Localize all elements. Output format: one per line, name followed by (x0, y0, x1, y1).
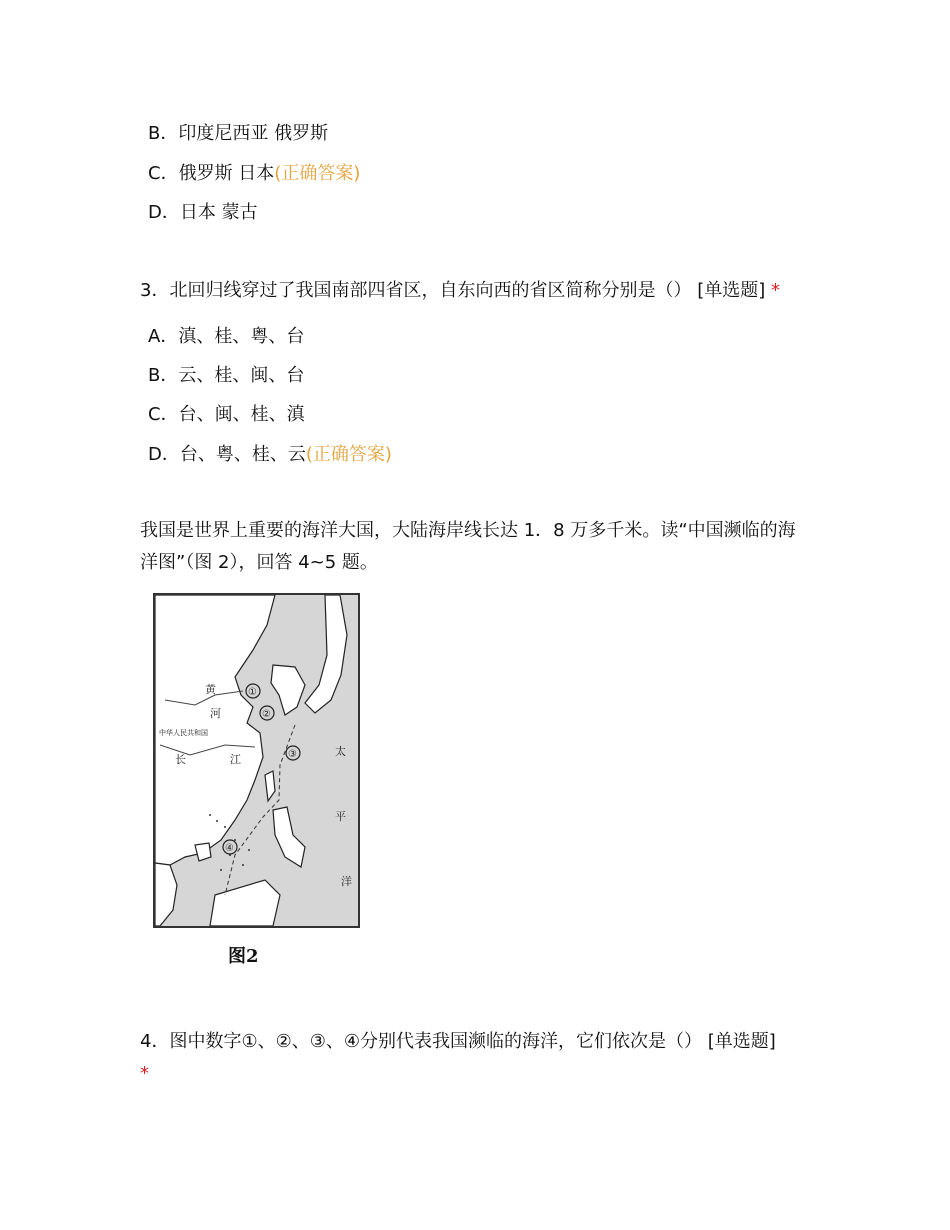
map-label-tai: 太 (335, 745, 346, 758)
question-4-title (140, 1030, 820, 1086)
q2-option-c[interactable] (148, 162, 360, 186)
map-number-2: ② (262, 709, 271, 720)
q2-option-b[interactable] (148, 122, 328, 146)
option-label: D．台、粤、桂、云 (148, 444, 306, 465)
map-label-jiang: 江 (230, 753, 241, 766)
china-seas-map (153, 593, 360, 928)
map-number-3: ③ (288, 749, 297, 760)
intro-line-1: 我国是世界上重要的海洋大国，大陆海岸线长达 1．8 万多千米。读“中国濒临的海 (140, 520, 796, 541)
option-label: C．台、闽、桂、滇 (148, 404, 305, 425)
q3-option-b[interactable] (148, 364, 304, 388)
question-text: 4．图中数字①、②、③、④分别代表我国濒临的海洋，它们依次是（） (140, 1031, 702, 1052)
map-label-country: 中华人民共和国 (159, 729, 208, 737)
q3-option-a[interactable] (148, 325, 304, 349)
required-mark: * (770, 280, 780, 301)
option-label: B．印度尼西亚 俄罗斯 (148, 123, 329, 144)
map-label-he: 河 (210, 707, 221, 720)
map-label-huang: 黄 (205, 683, 216, 696)
question-text: 3．北回归线穿过了我国南部四省区，自东向西的省区简称分别是（） (140, 280, 692, 301)
option-label: D．日本 蒙古 (148, 202, 258, 223)
intro-paragraph (140, 519, 820, 575)
map-label-ping: 平 (335, 810, 346, 823)
map-number-4: ④ (225, 843, 234, 854)
correct-answer-tag: (正确答案) (274, 163, 361, 184)
question-type: [单选题] (697, 280, 766, 301)
question-3-title (140, 279, 780, 303)
map-label-chang: 长 (175, 753, 186, 766)
map-number-1: ① (248, 687, 257, 698)
intro-line-2: 洋图”（图 2），回答 4~5 题。 (140, 552, 378, 573)
option-label: A．滇、桂、粤、台 (148, 326, 305, 347)
q2-option-d[interactable] (148, 201, 258, 225)
option-label: B．云、桂、闽、台 (148, 365, 305, 386)
option-label: C．俄罗斯 日本 (148, 163, 275, 184)
map-drawing (155, 595, 358, 926)
question-type: [单选题] (707, 1031, 776, 1052)
map-label-yang: 洋 (341, 875, 352, 888)
q3-option-d[interactable] (148, 443, 392, 467)
figure-caption: 图2 (228, 946, 259, 967)
q3-option-c[interactable] (148, 403, 305, 427)
required-mark: * (140, 1063, 149, 1084)
correct-answer-tag: (正确答案) (305, 444, 392, 465)
